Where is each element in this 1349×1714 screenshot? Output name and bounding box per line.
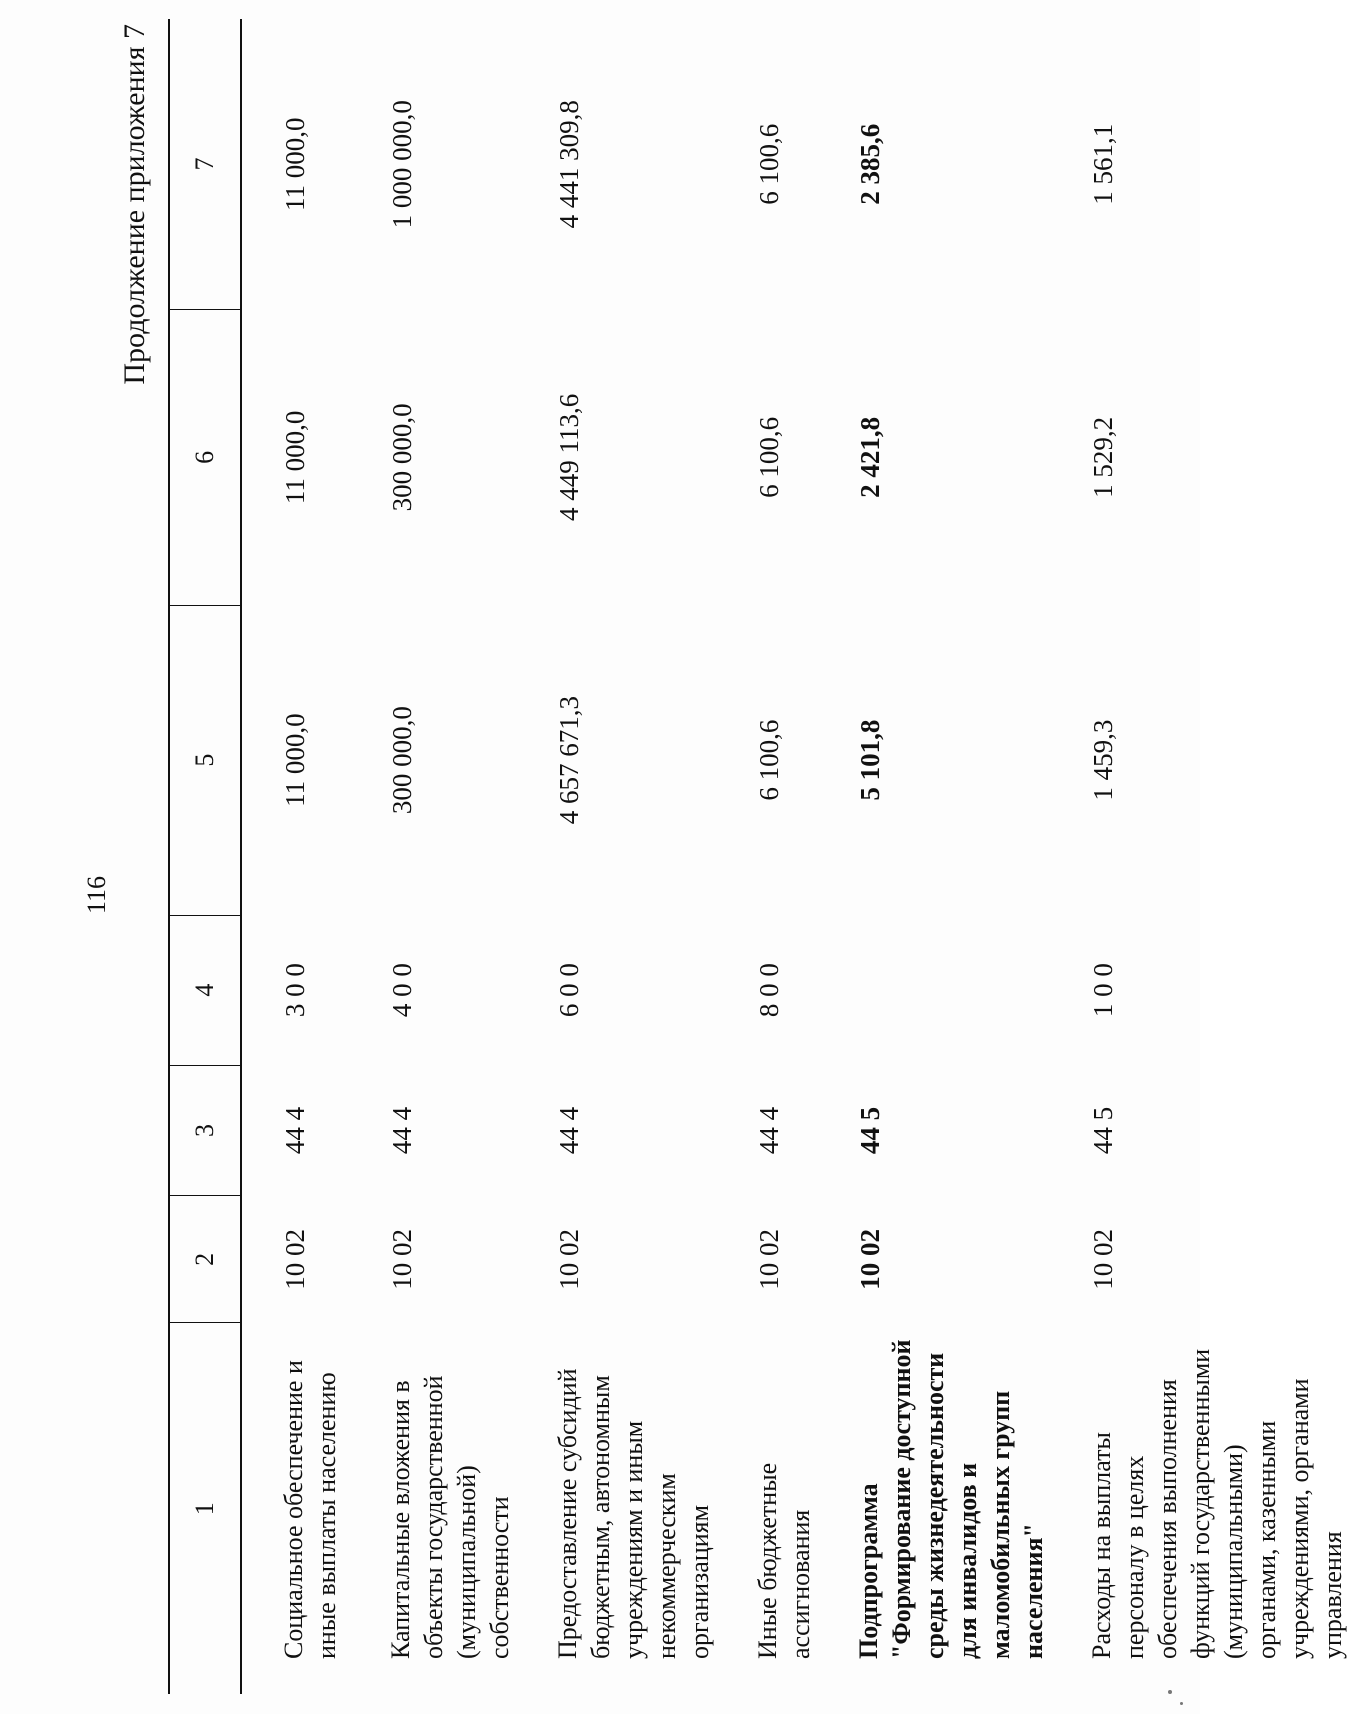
- row-type: 3 0 0: [280, 963, 310, 1018]
- scan-speck: [1180, 1702, 1183, 1705]
- scan-speck: [1168, 1690, 1172, 1694]
- row-sum-1: 300 000,0: [387, 706, 417, 815]
- row-sum-2: 2 421,8: [855, 416, 885, 498]
- column-header-2: 2: [169, 1196, 241, 1323]
- row-type: 8 0 0: [754, 963, 784, 1018]
- row-sum-1: 1 459,3: [1088, 719, 1118, 801]
- row-sum-2: 4 449 113,6: [554, 393, 584, 522]
- column-header-4: 4: [169, 915, 241, 1065]
- row-type: [817, 915, 1050, 1065]
- row-section: 10 02: [754, 1229, 784, 1290]
- table-row: [1050, 19, 1349, 1694]
- table-row: [349, 19, 516, 1694]
- table-row: [716, 19, 817, 1694]
- row-name: Иные бюджетные ассигнования: [753, 1462, 815, 1659]
- row-name: Капитальные вложения в объекты государственной (муниципальной) собственности: [386, 1375, 514, 1659]
- table-row: [241, 19, 349, 1694]
- row-sum-1: 11 000,0: [280, 713, 310, 807]
- row-sum-1: 4 657 671,3: [554, 695, 584, 825]
- row-target: 44 4: [554, 1106, 584, 1155]
- row-type: 1 0 0: [1088, 963, 1118, 1018]
- row-sum-1: 5 101,8: [855, 719, 885, 801]
- row-type: 4 0 0: [387, 963, 417, 1018]
- row-target: 44 4: [754, 1106, 784, 1155]
- page-number: 116: [82, 875, 111, 914]
- row-name: Подпрограмма "Формирование доступной среды жизнедеятельности для инвалидов и маломобильных групп населения": [854, 1339, 1048, 1659]
- column-header-3: 3: [169, 1065, 241, 1196]
- column-header-1: 1: [169, 1323, 241, 1694]
- row-section: 10 02: [387, 1229, 417, 1290]
- row-section: 10 02: [1088, 1229, 1118, 1290]
- table-row-subprogram: [817, 19, 1050, 1694]
- row-sum-2: 1 529,2: [1088, 416, 1118, 498]
- row-target: 44 5: [855, 1106, 885, 1155]
- column-header-7: 7: [169, 19, 241, 310]
- column-header-6: 6: [169, 310, 241, 606]
- row-section: 10 02: [280, 1229, 310, 1290]
- row-target: 44 5: [1088, 1106, 1118, 1155]
- row-type: 6 0 0: [554, 963, 584, 1018]
- row-sum-2: 6 100,6: [754, 416, 784, 498]
- row-sum-3: 1 561,1: [1088, 123, 1118, 205]
- row-sum-1: 6 100,6: [754, 719, 784, 801]
- row-target: 44 4: [387, 1106, 417, 1155]
- table-header-row: [169, 19, 241, 1694]
- column-header-5: 5: [169, 605, 241, 915]
- row-sum-3: 4 441 309,8: [554, 100, 584, 229]
- table-row: [516, 19, 716, 1694]
- row-target: 44 4: [280, 1106, 310, 1155]
- row-name: Предоставление субсидий бюджетным, автономным учреждениям и иным некоммерческим организациям: [553, 1368, 714, 1659]
- row-sum-3: 6 100,6: [754, 123, 784, 205]
- row-sum-3: 11 000,0: [280, 117, 310, 212]
- row-sum-3: 1 000 000,0: [387, 100, 417, 229]
- row-sum-3: 2 385,6: [855, 123, 885, 205]
- row-section: 10 02: [855, 1229, 885, 1290]
- row-section: 10 02: [554, 1229, 584, 1290]
- continuation-title: Продолжение приложения 7: [118, 24, 151, 385]
- row-sum-2: 11 000,0: [280, 410, 310, 505]
- budget-table: [168, 19, 1349, 1694]
- row-name: Социальное обеспечение и иные выплаты населению: [279, 1360, 341, 1659]
- row-name: Расходы на выплаты персоналу в целях обеспечения выполнения функций государственными (муниципальными) органами, казенными учреждениями, органами управления: [1087, 1348, 1347, 1659]
- row-sum-2: 300 000,0: [387, 403, 417, 512]
